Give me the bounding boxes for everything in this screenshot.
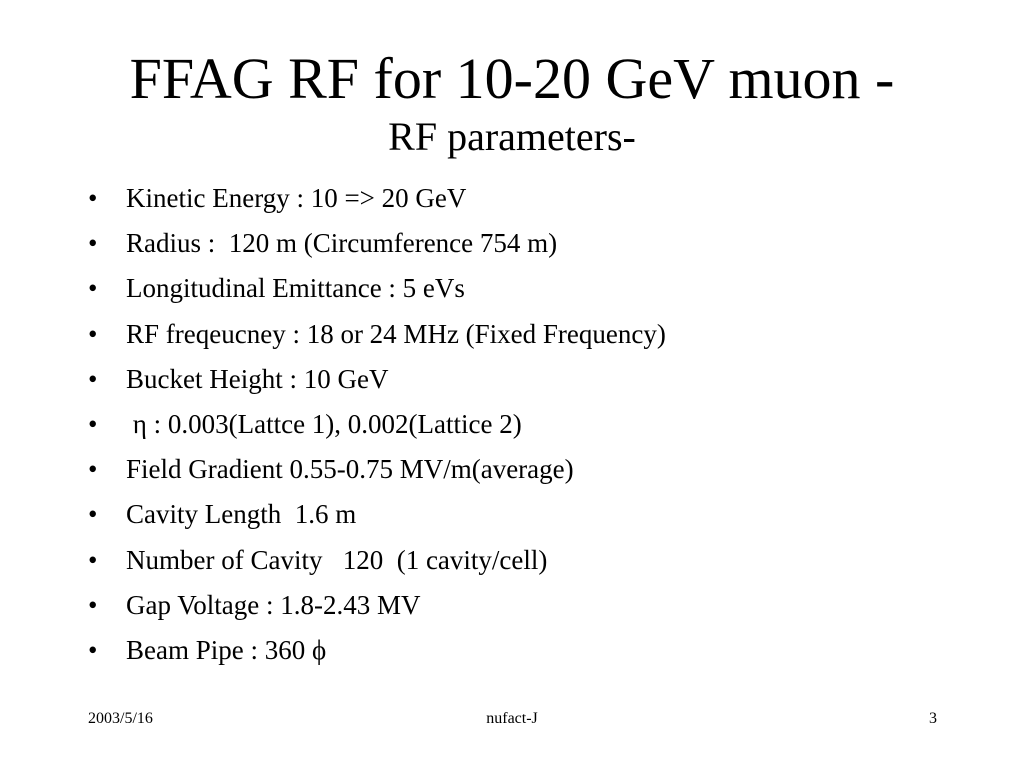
bullet-item xyxy=(88,183,988,228)
bullet-text: Radius : 120 m (Circumference 754 m) xyxy=(126,228,558,259)
bullet-text: Bucket Height : 10 GeV xyxy=(126,363,389,394)
bullet-dot: • xyxy=(88,499,98,530)
bullet-item xyxy=(88,319,988,364)
slide-title: FFAG RF for 10-20 GeV muon - xyxy=(129,46,895,111)
bullet-text: RF freqeucney : 18 or 24 MHz (Fixed Frequency) xyxy=(126,318,666,349)
bullet-dot: • xyxy=(88,408,98,439)
bullet-item xyxy=(88,545,988,590)
bullet-dot: • xyxy=(88,544,98,575)
bullet-item xyxy=(88,590,988,635)
bullet-item xyxy=(88,409,988,454)
bullet-text: Beam Pipe : 360 ϕ xyxy=(126,634,327,665)
footer-date: 2003/5/16 xyxy=(88,710,153,727)
bullet-item xyxy=(88,364,988,409)
slide-subtitle: RF parameters- xyxy=(388,114,636,159)
bullet-text: Number of Cavity 120 (1 cavity/cell) xyxy=(126,544,548,575)
bullet-text: Kinetic Energy : 10 => 20 GeV xyxy=(126,183,467,213)
bullet-dot: • xyxy=(88,273,98,304)
footer-center-text: nufact-J xyxy=(486,710,538,727)
bullet-dot: • xyxy=(88,589,98,620)
bullet-dot: • xyxy=(88,228,98,259)
bullet-item xyxy=(88,499,988,544)
bullet-item xyxy=(88,635,988,680)
bullet-list xyxy=(88,183,988,680)
slide-title-block xyxy=(0,48,1024,160)
bullet-dot: • xyxy=(88,363,98,394)
bullet-dot: • xyxy=(88,183,98,213)
bullet-text: η : 0.003(Lattce 1), 0.002(Lattice 2) xyxy=(126,408,522,439)
bullet-text: Cavity Length 1.6 m xyxy=(126,499,357,530)
bullet-item xyxy=(88,273,988,318)
bullet-text: Longitudinal Emittance : 5 eVs xyxy=(126,273,465,304)
bullet-dot: • xyxy=(88,634,98,665)
bullet-dot: • xyxy=(88,318,98,349)
bullet-text: Gap Voltage : 1.8-2.43 MV xyxy=(126,589,421,620)
bullet-dot: • xyxy=(88,454,98,485)
bullet-text: Field Gradient 0.55-0.75 MV/m(average) xyxy=(126,454,574,485)
page-number: 3 xyxy=(929,710,937,727)
bullet-item xyxy=(88,454,988,499)
bullet-item xyxy=(88,228,988,273)
